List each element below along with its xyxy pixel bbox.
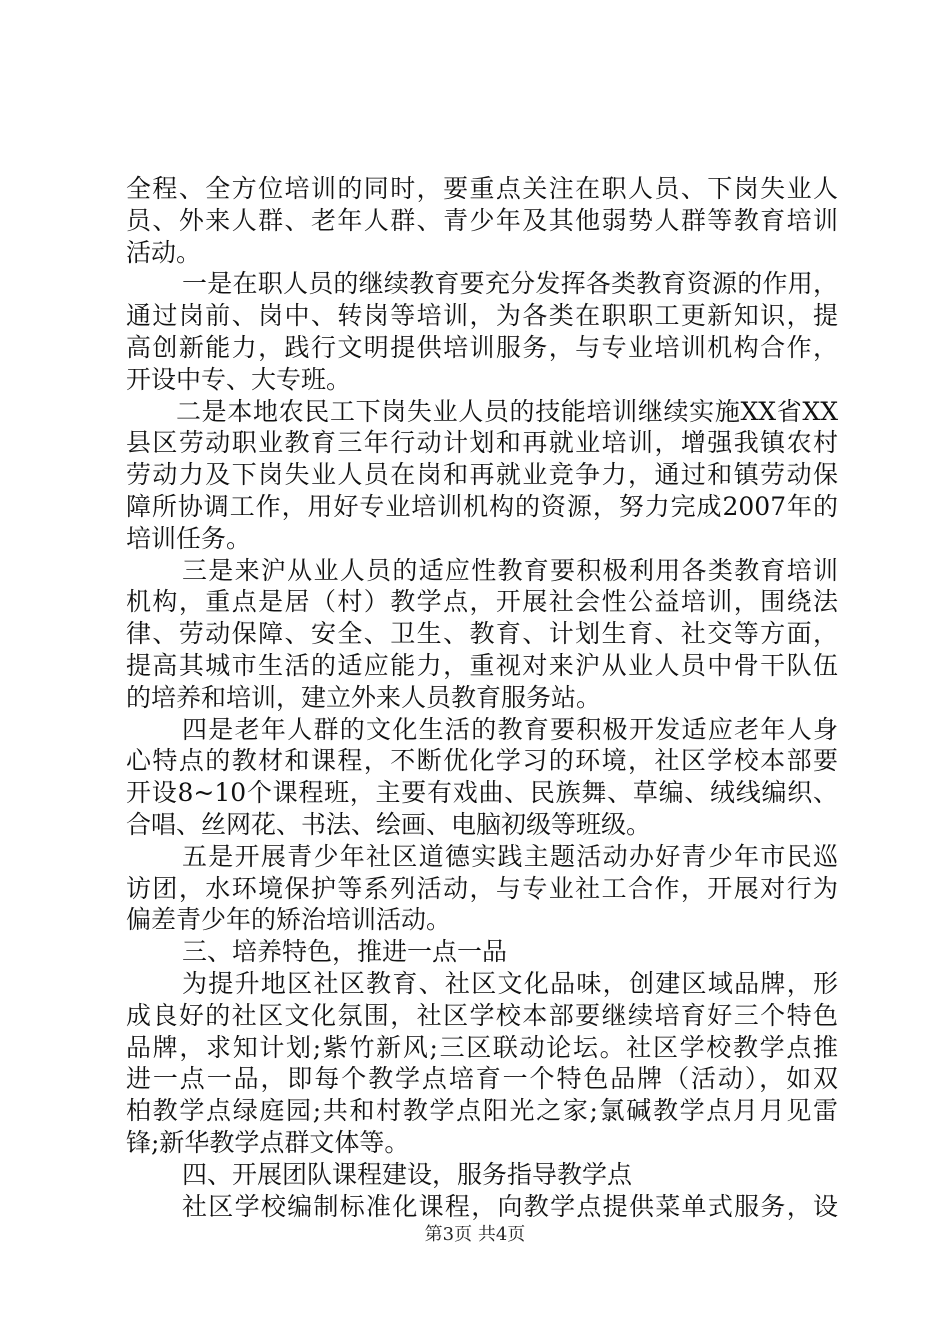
text-line: 全程、全方位培训的同时，要重点关注在职人员、下岗失业人: [126, 174, 838, 203]
text-line: 障所协调工作，用好专业培训机构的资源，努力完成2007年的: [126, 491, 838, 521]
paragraph-first-line: 五是开展青少年社区道德实践主题活动办好青少年市民巡: [182, 841, 838, 871]
text-line: 开设中专、大专班。: [126, 364, 352, 394]
text-line: 的培养和培训，建立外来人员教育服务站。: [126, 682, 602, 712]
text-line: 培训任务。: [126, 523, 252, 553]
text-line: 高创新能力，践行文明提供培训服务，与专业培训机构合作，: [126, 332, 838, 362]
paragraph-first-line: 四是老年人群的文化生活的教育要积极开发适应老年人身: [182, 714, 838, 744]
paragraph-first-line: 为提升地区社区教育、社区文化品味，创建区域品牌，形: [182, 968, 838, 998]
text-line: 成良好的社区文化氛围，社区学校本部要继续培育好三个特色: [126, 1000, 838, 1030]
text-line: 进一点一品，即每个教学点培育一个特色品牌（活动），如双: [126, 1064, 838, 1094]
text-line: 活动。: [126, 237, 202, 267]
paragraph-first-line: 社区学校编制标准化课程，向教学点提供菜单式服务，设: [182, 1191, 838, 1221]
text-line: 机构，重点是居（村）教学点，开展社会性公益培训，围绕法: [126, 587, 838, 617]
paragraph-first-line: 一是在职人员的继续教育要充分发挥各类教育资源的作用，: [182, 269, 838, 299]
text-line: 律、劳动保障、安全、卫生、教育、计划生育、社交等方面，: [126, 619, 838, 649]
text-line: 访团，水环境保护等系列活动，与专业社工合作，开展对行为: [126, 873, 838, 903]
text-line: 员、外来人群、老年人群、青少年及其他弱势人群等教育培训: [126, 205, 838, 235]
section-heading: 三、培养特色，推进一点一品: [182, 937, 508, 967]
page-number-footer: 第3页 共4页: [424, 1224, 526, 1245]
document-body: [126, 173, 838, 1222]
text-line: 柏教学点绿庭园;共和村教学点阳光之家;氯碱教学点月月见雷: [126, 1096, 838, 1126]
text-line: 提高其城市生活的适应能力，重视对来沪从业人员中骨干队伍: [126, 650, 838, 680]
text-line: 合唱、丝网花、书法、绘画、电脑初级等班级。: [126, 809, 652, 839]
paragraph-first-line: 二是本地农民工下岗失业人员的技能培训继续实施XX省XX: [176, 396, 838, 426]
text-line: 开设8~10个课程班，主要有戏曲、民族舞、草编、绒线编织、: [126, 778, 838, 808]
section-heading: 四、开展团队课程建设，服务指导教学点: [182, 1159, 633, 1189]
text-line: 品牌，求知计划;紫竹新风;三区联动论坛。社区学校教学点推: [126, 1032, 838, 1062]
text-line: 锋;新华教学点群文体等。: [126, 1127, 410, 1157]
text-line: 通过岗前、岗中、转岗等培训，为各类在职职工更新知识，提: [126, 301, 838, 331]
text-line: 心特点的教材和课程，不断优化学习的环境，社区学校本部要: [126, 746, 838, 776]
paragraph-first-line: 三是来沪从业人员的适应性教育要积极利用各类教育培训: [182, 555, 838, 585]
text-line: 偏差青少年的矫治培训活动。: [126, 905, 452, 935]
text-line: 劳动力及下岗失业人员在岗和再就业竞争力，通过和镇劳动保: [126, 460, 838, 490]
text-line: 县区劳动职业教育三年行动计划和再就业培训，增强我镇农村: [126, 428, 838, 458]
